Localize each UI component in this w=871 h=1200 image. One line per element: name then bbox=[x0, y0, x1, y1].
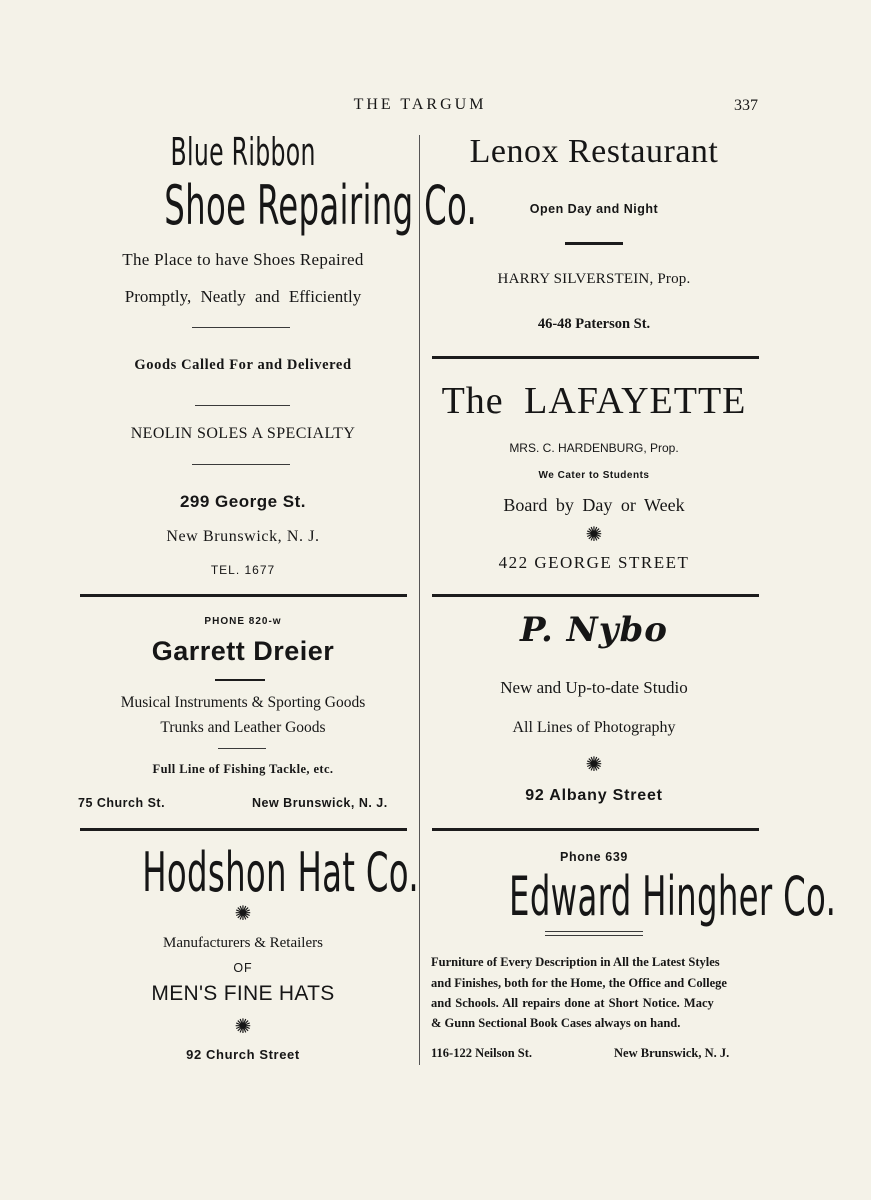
divider bbox=[545, 931, 643, 932]
ad-body-line: Furniture of Every Description in All the Latest Styles bbox=[431, 955, 720, 969]
divider bbox=[565, 242, 623, 245]
ad-proprietor: HARRY SILVERSTEIN, Prop. bbox=[497, 271, 691, 287]
ad-address: 92 Church Street bbox=[186, 1047, 300, 1062]
ad-tagline: Promptly, Neatly and Efficiently bbox=[124, 287, 362, 306]
ad-phone: TEL. 1677 bbox=[210, 563, 276, 577]
ad-board: Board by Day or Week bbox=[503, 495, 685, 515]
ad-heading: Hodshon Hat Co. bbox=[142, 841, 419, 904]
running-head: THE TARGUM bbox=[353, 96, 487, 113]
divider bbox=[192, 464, 290, 465]
page-number: 337 bbox=[734, 97, 758, 114]
ad-heading: Edward Hingher Co. bbox=[509, 865, 837, 928]
ad-address: 299 George St. bbox=[179, 492, 307, 511]
ad-tagline: The Place to have Shoes Repaired bbox=[122, 250, 364, 269]
ad-line: Musical Instruments & Sporting Goods bbox=[120, 694, 366, 711]
ad-phone: PHONE 820-w bbox=[204, 616, 282, 627]
flower-ornament-icon: ✺ bbox=[585, 522, 603, 546]
ad-service: Goods Called For and Delivered bbox=[134, 357, 352, 373]
divider bbox=[195, 405, 290, 406]
flower-ornament-icon: ✺ bbox=[234, 1014, 252, 1038]
ad-border bbox=[80, 828, 407, 831]
ad-line: Trunks and Leather Goods bbox=[160, 719, 326, 736]
ad-line: New and Up-to-date Studio bbox=[500, 678, 688, 697]
ad-line: Full Line of Fishing Tackle, etc. bbox=[152, 762, 334, 776]
ad-title: Blue Ribbon bbox=[170, 130, 316, 174]
ad-city: New Brunswick, N. J. bbox=[614, 1046, 730, 1060]
divider bbox=[545, 935, 643, 936]
ad-line: All Lines of Photography bbox=[512, 719, 676, 736]
flower-ornament-icon: ✺ bbox=[234, 901, 252, 925]
ad-city: New Brunswick, N. J. bbox=[166, 528, 320, 545]
ad-body-line: and Finishes, both for the Home, the Office and College bbox=[431, 976, 727, 990]
ad-hours: Open Day and Night bbox=[529, 202, 659, 216]
ad-body-line: & Gunn Sectional Book Cases always on hand. bbox=[431, 1016, 681, 1030]
ad-heading: Garrett Dreier bbox=[151, 636, 335, 666]
ad-address: 422 GEORGE STREET bbox=[498, 553, 690, 572]
ad-heading: The LAFAYETTE bbox=[441, 380, 747, 422]
divider bbox=[192, 327, 290, 328]
ad-border bbox=[80, 594, 407, 597]
ad-address: 46-48 Paterson St. bbox=[537, 316, 651, 332]
ad-line: OF bbox=[233, 961, 253, 975]
ad-address: 116-122 Neilson St. bbox=[431, 1046, 533, 1060]
divider bbox=[215, 679, 265, 681]
ad-address: 92 Albany Street bbox=[525, 787, 663, 804]
ad-specialty: NEOLIN SOLES A SPECIALTY bbox=[130, 425, 356, 442]
ad-tagline: We Cater to Students bbox=[538, 470, 650, 481]
divider bbox=[218, 748, 266, 749]
ad-heading: Shoe Repairing Co. bbox=[164, 174, 478, 237]
ad-address: 75 Church St. bbox=[78, 796, 166, 810]
ad-body-line: and Schools. All repairs done at Short Notice. Macy bbox=[431, 996, 714, 1010]
ad-phone: Phone 639 bbox=[560, 850, 628, 864]
flower-ornament-icon: ✺ bbox=[585, 752, 603, 776]
ad-border bbox=[432, 594, 759, 597]
ad-heading: Lenox Restaurant bbox=[469, 133, 719, 170]
ad-border bbox=[432, 828, 759, 831]
ad-heading: P. Nybo bbox=[520, 610, 668, 650]
ad-line: Manufacturers & Retailers bbox=[163, 935, 323, 951]
ad-border bbox=[432, 356, 759, 359]
ad-proprietor: MRS. C. HARDENBURG, Prop. bbox=[509, 441, 679, 455]
ad-city: New Brunswick, N. J. bbox=[252, 796, 388, 810]
ad-line: MEN'S FINE HATS bbox=[151, 982, 335, 1005]
